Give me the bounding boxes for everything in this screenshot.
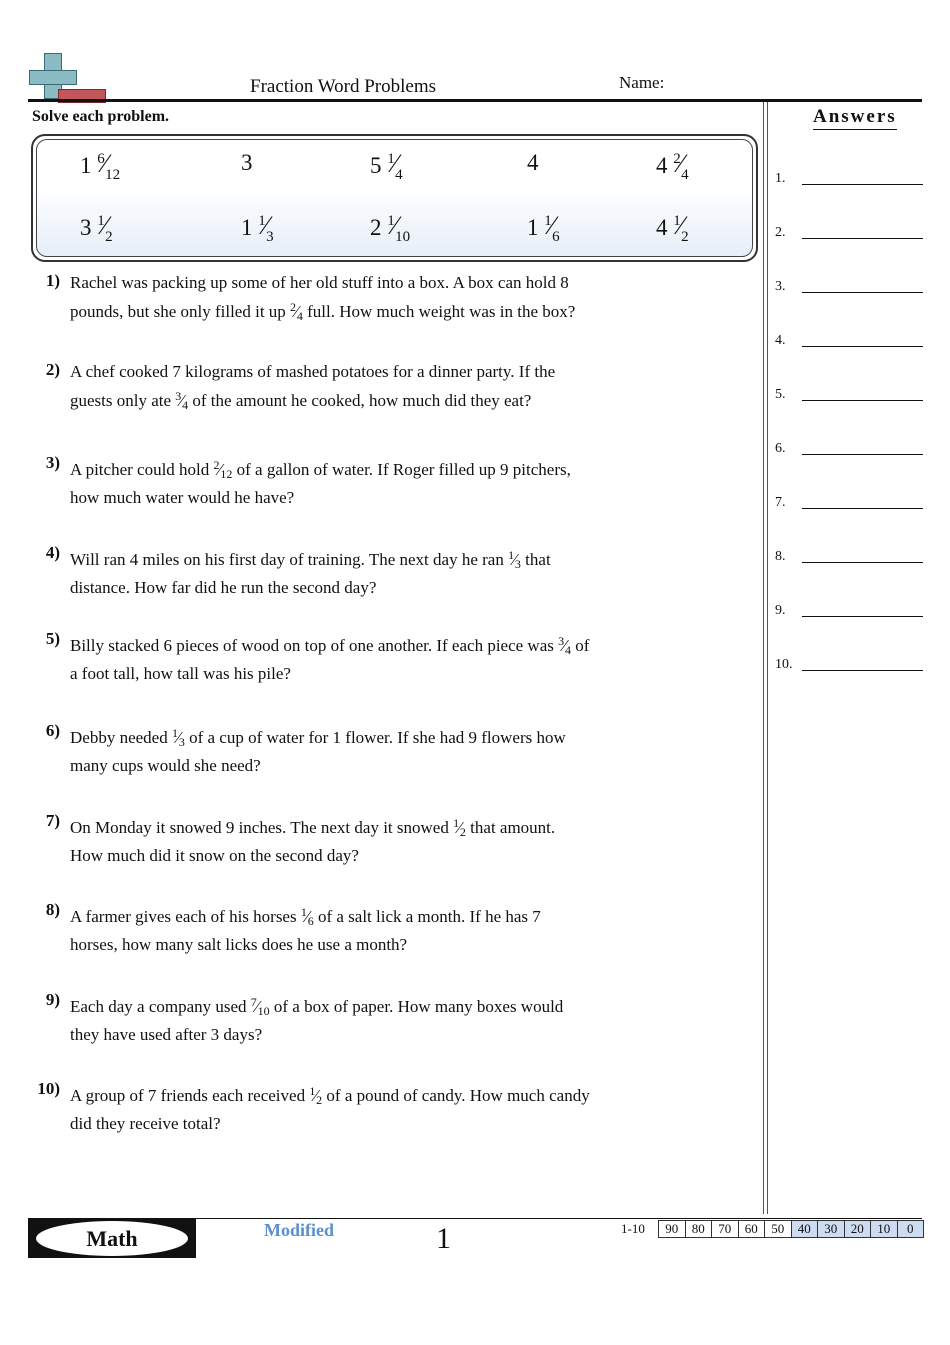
question-text-before: Each day a company used — [70, 997, 247, 1016]
bank-whole: 5 — [370, 153, 382, 178]
answer-number: 5. — [775, 387, 786, 402]
question-text — [70, 811, 590, 868]
score-cell: 30 — [818, 1220, 845, 1238]
question-text-after: of the amount he cooked, how much did they eat? — [192, 391, 532, 410]
fraction-denominator: 3 — [178, 735, 185, 749]
question-text — [70, 721, 590, 778]
fraction-slash: ⁄ — [549, 211, 555, 240]
question-text-before: A farmer gives each of his horses — [70, 907, 297, 926]
score-cell: 20 — [845, 1220, 872, 1238]
bank-denominator: 6 — [552, 229, 560, 245]
answer-blank — [802, 400, 923, 401]
fraction-slash: ⁄ — [563, 636, 566, 655]
bank-numerator: 6 — [97, 151, 105, 167]
fraction-denominator: 2 — [316, 1093, 323, 1107]
bank-fraction — [656, 150, 689, 184]
answer-number: 6. — [775, 441, 786, 456]
fraction-slash: ⁄ — [102, 149, 108, 178]
question-text-after: of a pound of candy. How much candy did they receive total? — [70, 1086, 590, 1133]
bank-denominator: 4 — [681, 167, 689, 183]
fraction-slash: ⁄ — [263, 211, 269, 240]
bank-fraction — [527, 150, 539, 176]
answer-line[interactable] — [775, 333, 923, 353]
question-number: 8) — [45, 900, 60, 919]
question-text-before: On Monday it snowed 9 inches. The next day it snowed — [70, 818, 449, 837]
fraction-denominator: 6 — [307, 914, 314, 928]
bank-whole: 3 — [80, 215, 92, 240]
question-text-after: of a cup of water for 1 flower. If she had 9 flowers how many cups would she need? — [70, 728, 566, 775]
question-text-after: of a box of paper. How many boxes would they have used after 3 days? — [70, 997, 564, 1044]
bank-fraction — [370, 212, 410, 246]
answer-line[interactable] — [775, 225, 923, 245]
answer-line[interactable] — [775, 171, 923, 191]
logo-cross-bar — [29, 70, 77, 85]
answer-blank — [802, 292, 923, 293]
bank-denominator: 3 — [266, 229, 274, 245]
fraction-slash: ⁄ — [218, 460, 222, 479]
fraction-slash: ⁄ — [102, 211, 108, 240]
question-text — [70, 453, 590, 510]
bank-whole: 2 — [370, 215, 382, 240]
fraction-slash: ⁄ — [305, 907, 309, 926]
answer-blank — [802, 562, 923, 563]
instructions: Solve each problem. — [32, 108, 170, 125]
fraction-slash: ⁄ — [513, 550, 516, 569]
fraction-numerator: 2 — [213, 458, 220, 472]
answer-line[interactable] — [775, 603, 923, 623]
fraction-numerator: 1 — [171, 726, 178, 740]
question-text — [70, 360, 590, 417]
answer-line[interactable] — [775, 279, 923, 299]
question-text-after: full. How much weight was in the box? — [307, 302, 576, 321]
question-text-after: of a foot tall, how tall was his pile? — [70, 636, 590, 683]
question-text-before: A chef cooked 7 kilograms of mashed potatoes for a dinner party. If the guests only ate — [70, 362, 556, 410]
subject-label: Math — [36, 1221, 188, 1256]
answer-blank — [802, 346, 923, 347]
bank-whole: 4 — [656, 215, 668, 240]
score-range-label: 1-10 — [621, 1221, 645, 1236]
score-table — [658, 1220, 924, 1238]
question-text-before: Billy stacked 6 pieces of wood on top of one another. If each piece was — [70, 636, 554, 655]
column-divider — [767, 102, 768, 1214]
bank-numerator: 1 — [387, 213, 395, 229]
bank-fraction — [370, 150, 403, 184]
question-text — [70, 271, 590, 328]
question-number: 7) — [45, 811, 60, 830]
question-text — [70, 629, 590, 686]
score-cell: 60 — [739, 1220, 766, 1238]
fraction-numerator: 7 — [250, 995, 257, 1009]
fraction-slash: ⁄ — [392, 211, 398, 240]
fraction-slash: ⁄ — [458, 818, 461, 837]
fraction-slash: ⁄ — [255, 997, 259, 1016]
fraction-numerator: 1 — [300, 905, 307, 919]
bank-numerator: 1 — [97, 213, 105, 229]
bank-whole: 4 — [656, 153, 668, 178]
fraction-numerator: 2 — [290, 300, 297, 314]
answer-number: 3. — [775, 279, 786, 294]
fraction-numerator: 1 — [508, 548, 515, 562]
answer-line[interactable] — [775, 441, 923, 461]
fraction-denominator: 4 — [296, 309, 303, 323]
question-text-before: A group of 7 friends each received — [70, 1086, 306, 1105]
fraction-slash: ⁄ — [180, 391, 184, 410]
fraction-slash: ⁄ — [678, 149, 684, 178]
question-text-after: that distance. How far did he run the second day? — [70, 550, 551, 597]
name-label: Name: — [619, 73, 665, 92]
question-text — [70, 1079, 590, 1136]
score-cell: 50 — [765, 1220, 792, 1238]
question-text-before: Will ran 4 miles on his first day of training. The next day he ran — [70, 550, 504, 569]
bank-denominator: 2 — [681, 229, 689, 245]
answer-blank — [802, 238, 923, 239]
question-text — [70, 990, 590, 1047]
bank-denominator: 12 — [105, 167, 121, 183]
question-number: 3) — [45, 453, 60, 472]
fraction-denominator: 2 — [459, 825, 466, 839]
answer-number: 10. — [775, 657, 793, 672]
fraction-denominator: 12 — [220, 467, 233, 481]
bank-fraction — [527, 212, 560, 246]
answer-line[interactable] — [775, 657, 923, 677]
question-number: 10) — [37, 1079, 60, 1098]
modified-label: Modified — [264, 1220, 334, 1240]
header-rule — [28, 99, 922, 102]
fraction-slash: ⁄ — [678, 211, 684, 240]
bank-numerator: 1 — [258, 213, 266, 229]
answer-number: 8. — [775, 549, 786, 564]
question-text-after: of a gallon of water. If Roger filled up 9 pitchers, how much water would he have? — [70, 460, 571, 507]
answer-blank — [802, 616, 923, 617]
column-divider — [763, 102, 764, 1214]
fraction-slash: ⁄ — [176, 728, 180, 747]
question-text-before: Debby needed — [70, 728, 168, 747]
answer-blank — [802, 454, 923, 455]
page-number: 1 — [436, 1222, 451, 1255]
bank-numerator: 1 — [544, 213, 552, 229]
answer-line[interactable] — [775, 387, 923, 407]
answer-number: 2. — [775, 225, 786, 240]
question-text-before: A pitcher could hold — [70, 460, 210, 479]
question-text — [70, 543, 590, 600]
bank-fraction — [80, 212, 113, 246]
fraction-numerator: 3 — [175, 389, 182, 403]
bank-denominator: 2 — [105, 229, 113, 245]
answer-number: 7. — [775, 495, 786, 510]
bank-denominator: 4 — [395, 167, 403, 183]
fraction-numerator: 1 — [309, 1084, 316, 1098]
score-cell: 40 — [792, 1220, 819, 1238]
fraction-denominator: 4 — [182, 398, 189, 412]
fraction-slash: ⁄ — [392, 149, 398, 178]
question-number: 2) — [45, 360, 60, 379]
answer-number: 4. — [775, 333, 786, 348]
bank-whole: 1 — [80, 153, 92, 178]
fraction-denominator: 10 — [257, 1004, 270, 1018]
bank-numerator: 1 — [673, 213, 681, 229]
fraction-denominator: 3 — [514, 557, 521, 571]
bank-numerator: 1 — [387, 151, 395, 167]
answer-number: 9. — [775, 603, 786, 618]
score-cell: 90 — [659, 1220, 686, 1238]
bank-whole: 3 — [241, 150, 253, 175]
answer-line[interactable] — [775, 495, 923, 515]
bank-fraction — [241, 212, 274, 246]
question-text-after: of a salt lick a month. If he has 7 horses, how many salt licks does he use a month? — [70, 907, 541, 954]
question-text-after: that amount. How much did it snow on the second day? — [70, 818, 556, 865]
fraction-numerator: 3 — [558, 634, 565, 648]
question-text-before: Rachel was packing up some of her old stuff into a box. A box can hold 8 pounds, but she only filled it up — [70, 273, 569, 321]
answer-line[interactable] — [775, 549, 923, 569]
bank-whole: 4 — [527, 150, 539, 175]
question-number: 1) — [45, 271, 60, 290]
page-title: Fraction Word Problems — [250, 76, 436, 97]
question-number: 5) — [45, 629, 60, 648]
bank-fraction — [241, 150, 253, 176]
fraction-denominator: 4 — [564, 643, 571, 657]
answer-blank — [802, 508, 923, 509]
fraction-slash: ⁄ — [314, 1086, 318, 1105]
score-cell: 10 — [871, 1220, 898, 1238]
question-text — [70, 900, 590, 957]
answers-heading: Answers — [813, 106, 897, 130]
bank-numerator: 2 — [673, 151, 681, 167]
answer-blank — [802, 670, 923, 671]
question-number: 6) — [45, 721, 60, 740]
fraction-slash: ⁄ — [295, 302, 298, 321]
score-cell: 70 — [712, 1220, 739, 1238]
question-number: 4) — [45, 543, 60, 562]
bank-whole: 1 — [241, 215, 253, 240]
fraction-numerator: 1 — [453, 816, 460, 830]
bank-denominator: 10 — [395, 229, 411, 245]
answer-blank — [802, 184, 923, 185]
bank-fraction — [656, 212, 689, 246]
answer-number: 1. — [775, 171, 786, 186]
bank-whole: 1 — [527, 215, 539, 240]
score-cell: 0 — [898, 1220, 925, 1238]
bank-fraction — [80, 150, 120, 184]
question-number: 9) — [45, 990, 60, 1009]
score-cell: 80 — [686, 1220, 713, 1238]
